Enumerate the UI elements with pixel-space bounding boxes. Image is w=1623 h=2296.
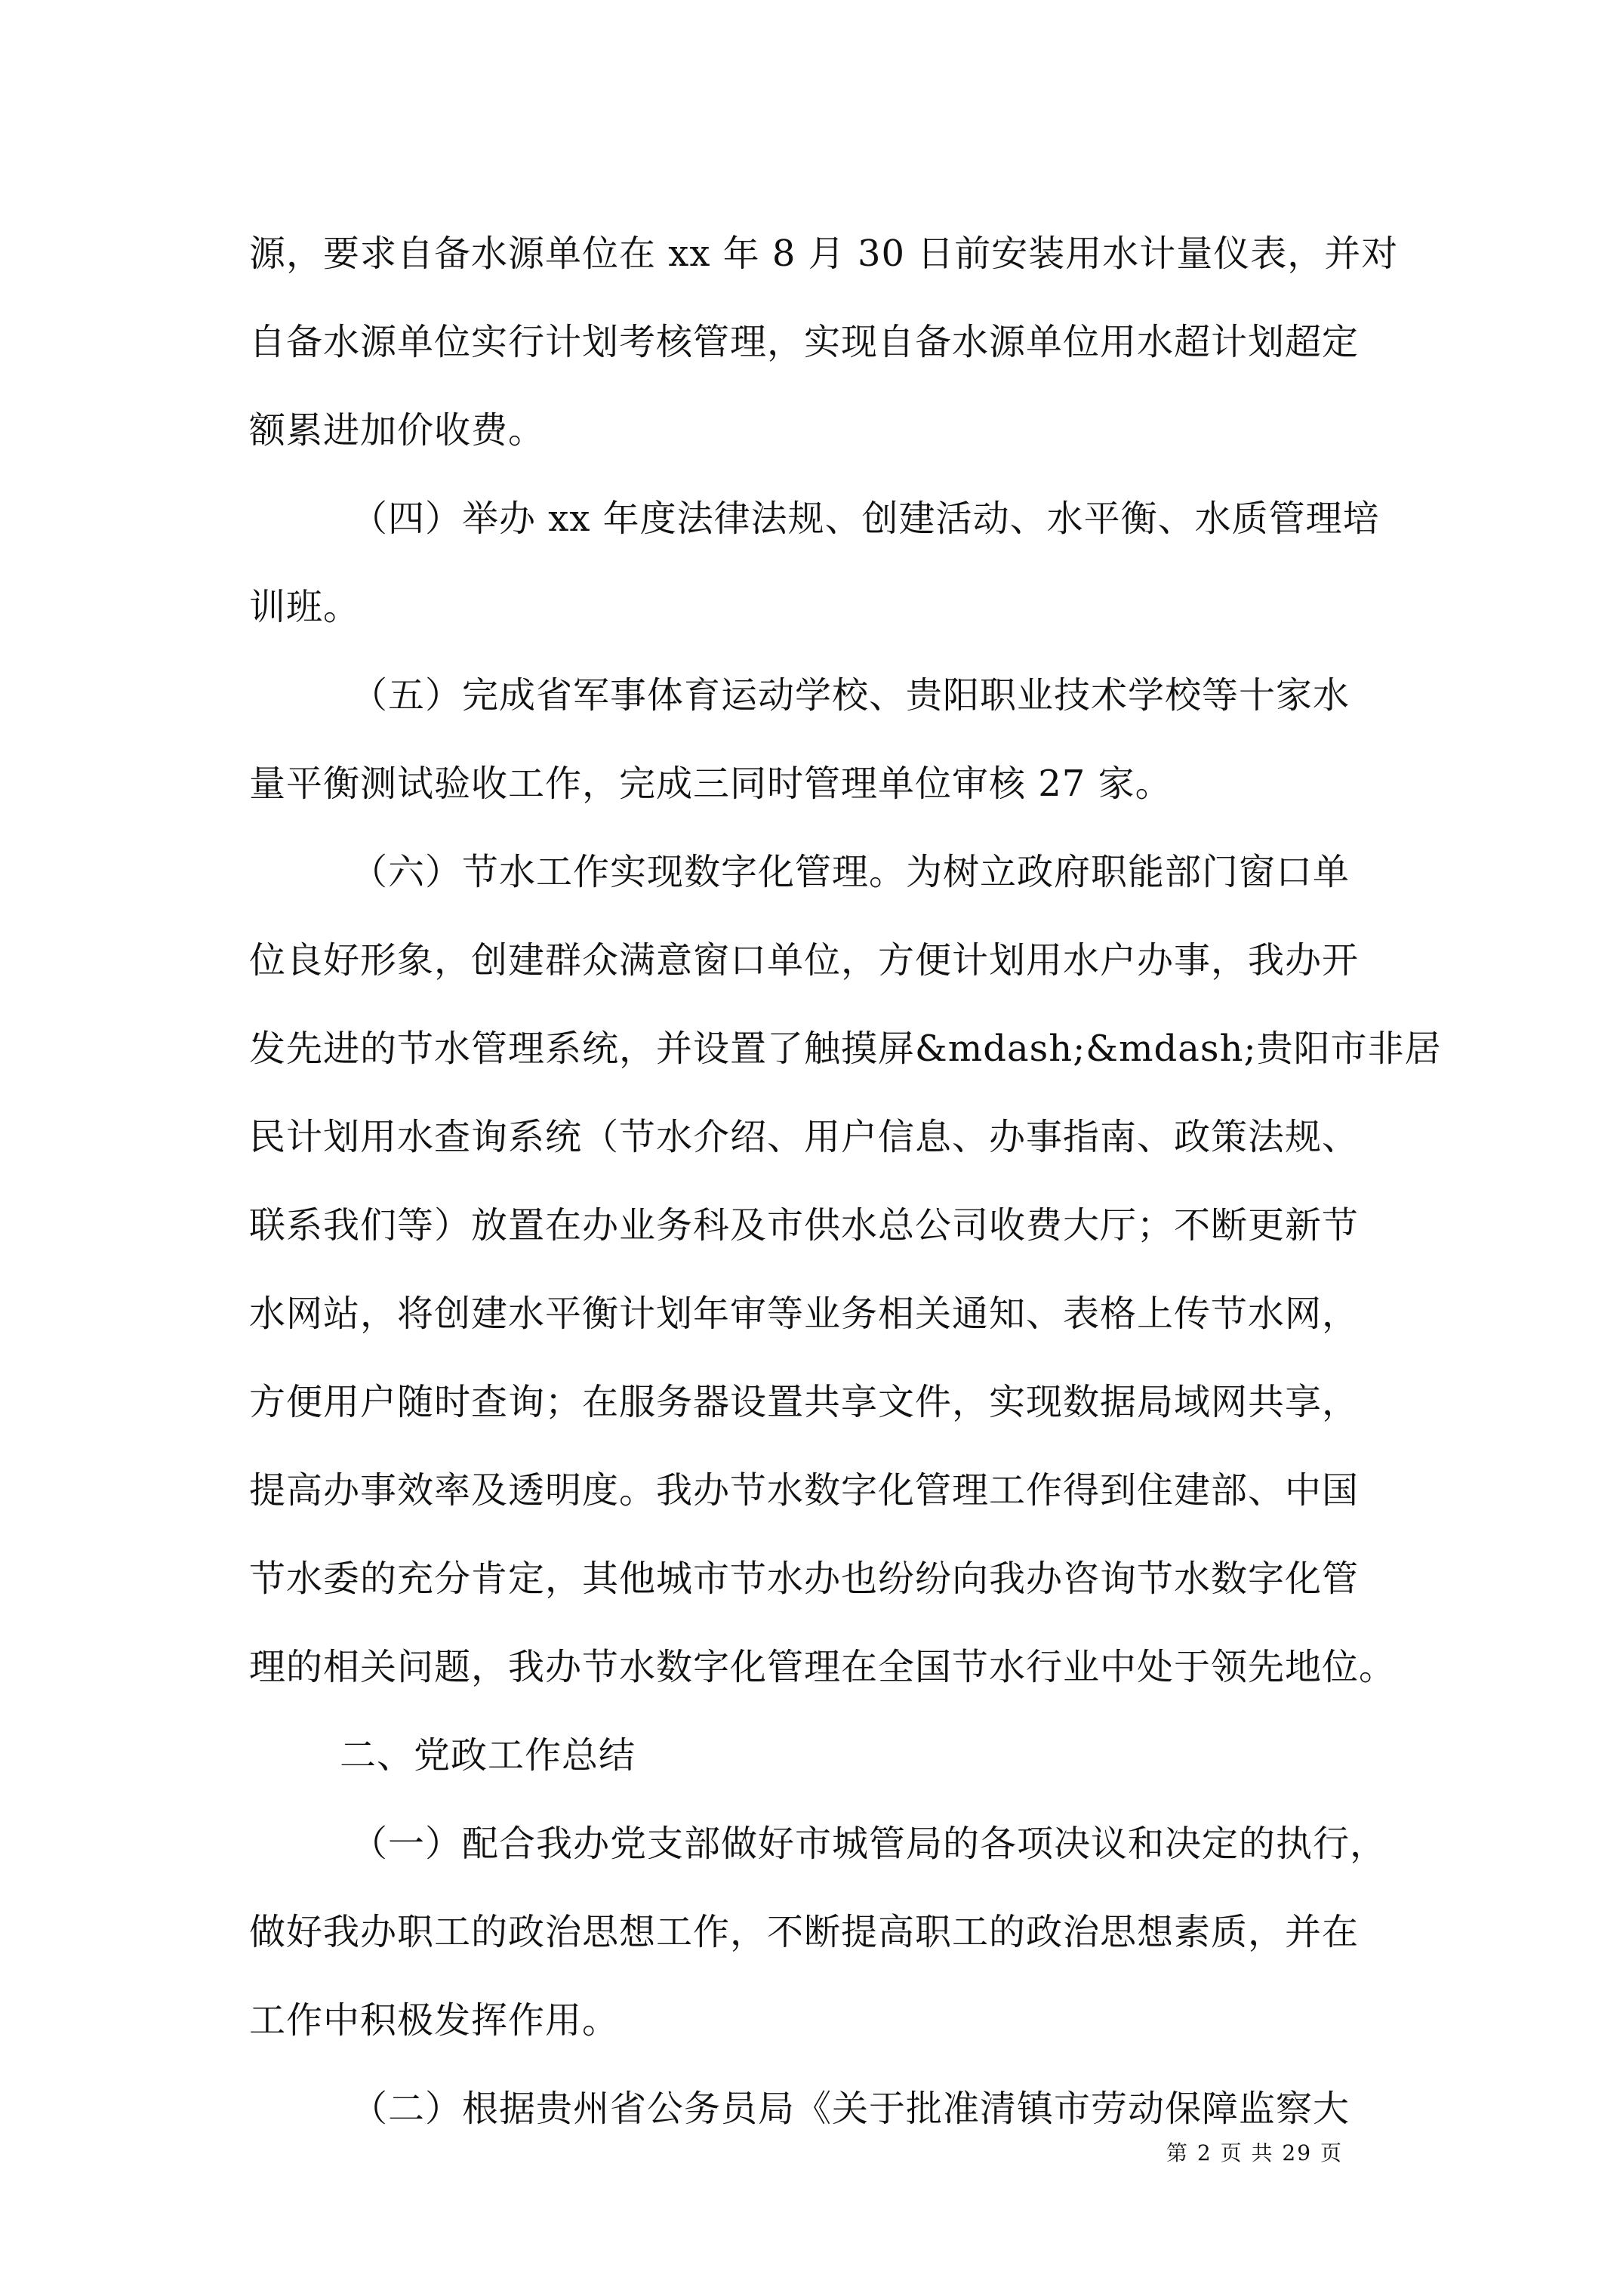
body-text (249, 210, 1442, 2153)
text-line: 发先进的节水管理系统，并设置了触摸屏&mdash;&mdash;贵阳市非居 (249, 1028, 1442, 1070)
text-line: 训班。 (249, 586, 361, 628)
text-line: 量平衡测试验收工作，完成三同时管理单位审核 27 家。 (249, 763, 1172, 805)
text-line: 方便用户随时查询；在服务器设置共享文件，实现数据局域网共享， (249, 1381, 1360, 1423)
text-line: （五）完成省军事体育运动学校、贵阳职业技术学校等十家水 (351, 674, 1350, 717)
text-line: （一）配合我办党支部做好市城管局的各项决议和决定的执行， (351, 1823, 1387, 1865)
text-line: 水网站，将创建水平衡计划年审等业务相关通知、表格上传节水网， (249, 1293, 1360, 1335)
page-number-footer: 第 2 页 共 29 页 (1166, 2140, 1343, 2165)
text-line: （二）根据贵州省公务员局《关于批准清镇市劳动保障监察大 (351, 2088, 1350, 2130)
text-line: 联系我们等）放置在办业务科及市供水总公司收费大厅；不断更新节 (249, 1204, 1360, 1247)
text-line: 理的相关问题，我办节水数字化管理在全国节水行业中处于领先地位。 (249, 1646, 1397, 1688)
text-line: 位良好形象，创建群众满意窗口单位，方便计划用水户办事，我办开 (249, 939, 1360, 982)
text-line: 做好我办职工的政治思想工作，不断提高职工的政治思想素质，并在 (249, 1911, 1360, 1953)
text-line: 提高办事效率及透明度。我办节水数字化管理工作得到住建部、中国 (249, 1469, 1360, 1512)
section-heading: 二、党政工作总结 (340, 1734, 636, 1777)
text-line: （六）节水工作实现数字化管理。为树立政府职能部门窗口单 (351, 851, 1350, 893)
text-line: 源，要求自备水源单位在 xx 年 8 月 30 日前安装用水计量仪表，并对 (249, 233, 1399, 275)
text-line: 工作中积极发挥作用。 (249, 1999, 620, 2042)
text-line: 额累进加价收费。 (249, 409, 546, 451)
text-line: （四）举办 xx 年度法律法规、创建活动、水平衡、水质管理培 (351, 498, 1380, 540)
text-line: 节水委的充分肯定，其他城市节水办也纷纷向我办咨询节水数字化管 (249, 1558, 1360, 1600)
text-line: 民计划用水查询系统（节水介绍、用户信息、办事指南、政策法规、 (249, 1116, 1360, 1158)
text-line: 自备水源单位实行计划考核管理，实现自备水源单位用水超计划超定 (249, 321, 1360, 363)
